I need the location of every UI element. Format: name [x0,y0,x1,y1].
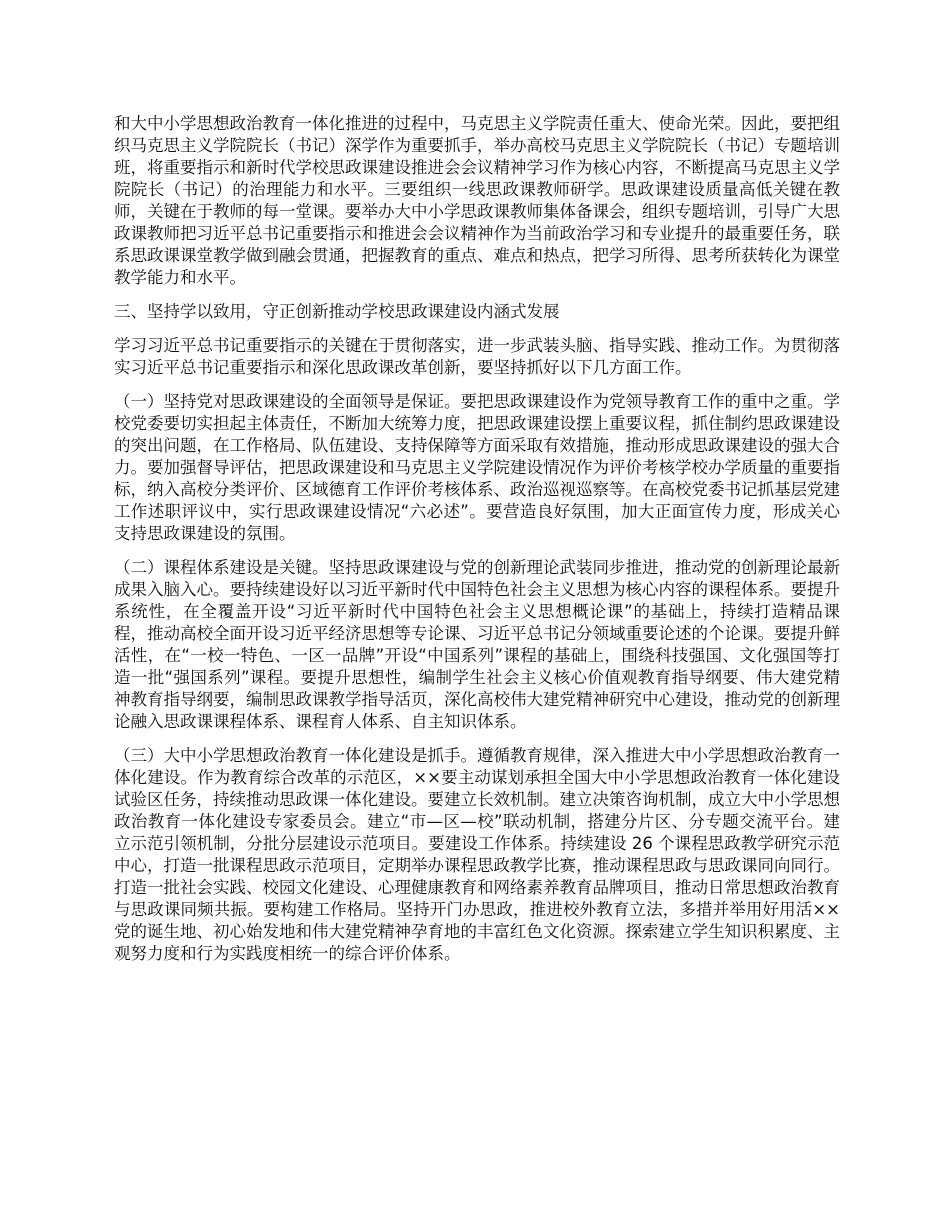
section-heading-3: 三、坚持学以致用，守正创新推动学校思政课建设内涵式发展 [114,302,560,321]
paragraph-intro-continuation: 和大中小学思想政治教育一体化推进的过程中，马克思主义学院责任重大、使命光荣。因此，要把组织马克思主义学院院长（书记）深学作为重要抓手，举办高校马克思主义学院院长（书记）专题培训班，将重要指示和新时代学校思政课建设推进会会议精神学习作为核心内容，不断提高马克思主义学院院长（书记）的治理能力和水平。三要组织一线思政课教师研学。思政课建设质量高低关键在教师，关键在于教师的每一堂课。要举办大中小学思政课教师集体备课会，组织专题培训，引导广大思政课教师把习近平总书记重要指示和推进会会议精神作为当前政治学习和专业提升的最重要任务，联系思政课课堂教学做到融会贯通，把握教育的重点、难点和热点，把学习所得、思考所获转化为课堂教学能力和水平。 [114,114,840,287]
document-page [114,113,840,977]
paragraph-item-3: （三）大中小学思想政治教育一体化建设是抓手。遵循教育规律，深入推进大中小学思想政治教育一体化建设。作为教育综合改革的示范区，××要主动谋划承担全国大中小学思想政治教育一体化建设试验区任务，持续推动思政课一体化建设。要建立长效机制。建立决策咨询机制，成立大中小学思想政治教育一体化建设专家委员会。建立“市—区—校”联动机制，搭建分片区、分专题交流平台。建立示范引领机制，分批分层建设示范项目。要建设工作体系。持续建设 26 个课程思政教学研究示范中心，打造一批课程思政示范项目，定期举办课程思政教学比赛，推动课程思政与思政课同向同行。打造一批社会实践、校园文化建设、心理健康教育和网络素养教育品牌项目，推动日常思想政治教育与思政课同频共振。要构建工作格局。坚持开门办思政，推进校外教育立法，多措并举用好用活××党的诞生地、初心始发地和伟大建党精神孕育地的丰富红色文化资源。探索建立学生知识积累度、主观努力度和行为实践度相统一的综合评价体系。 [114,746,840,963]
paragraph-item-1: （一）坚持党对思政课建设的全面领导是保证。要把思政课建设作为党领导教育工作的重中之重。学校党委要切实担起主体责任，不断加大统筹力度，把思政课建设摆上重要议程，抓住制约思政课建设的突出问题，在工作格局、队伍建设、支持保障等方面采取有效措施，推动形成思政课建设的强大合力。要加强督导评估，把思政课建设和马克思主义学院建设情况作为评价考核学校办学质量的重要指标，纳入高校分类评价、区域德育工作评价考核体系、政治巡视巡察等。在高校党委书记抓基层党建工作述职评议中，实行思政课建设情况“六必述”。要营造良好氛围，加大正面宣传力度，形成关心支持思政课建设的氛围。 [114,392,840,543]
paragraph-item-2: （二）课程体系建设是关键。坚持思政课建设与党的创新理论武装同步推进，推动党的创新理论最新成果入脑入心。要持续建设好以习近平新时代中国特色社会主义思想为核心内容的课程体系。要提升系统性，在全覆盖开设“习近平新时代中国特色社会主义思想概论课”的基础上，持续打造精品课程，推动高校全面开设习近平经济思想等专论课、习近平总书记分领域重要论述的个论课。要提升鲜活性，在“一校一特色、一区一品牌”开设“中国系列”课程的基础上，围绕科技强国、文化强国等打造一批“强国系列”课程。要提升思想性，编制学生社会主义核心价值观教育指导纲要、伟大建党精神教育指导纲要，编制思政课教学指导活页，深化高校伟大建党精神研究中心建设，推动党的创新理论融入思政课课程体系、课程育人体系、自主知识体系。 [114,558,840,731]
paragraph-section-3-intro: 学习习近平总书记重要指示的关键在于贯彻落实，进一步武装头脑、指导实践、推动工作。为贯彻落实习近平总书记重要指示和深化思政课改革创新，要坚持抓好以下几方面工作。 [114,336,840,377]
